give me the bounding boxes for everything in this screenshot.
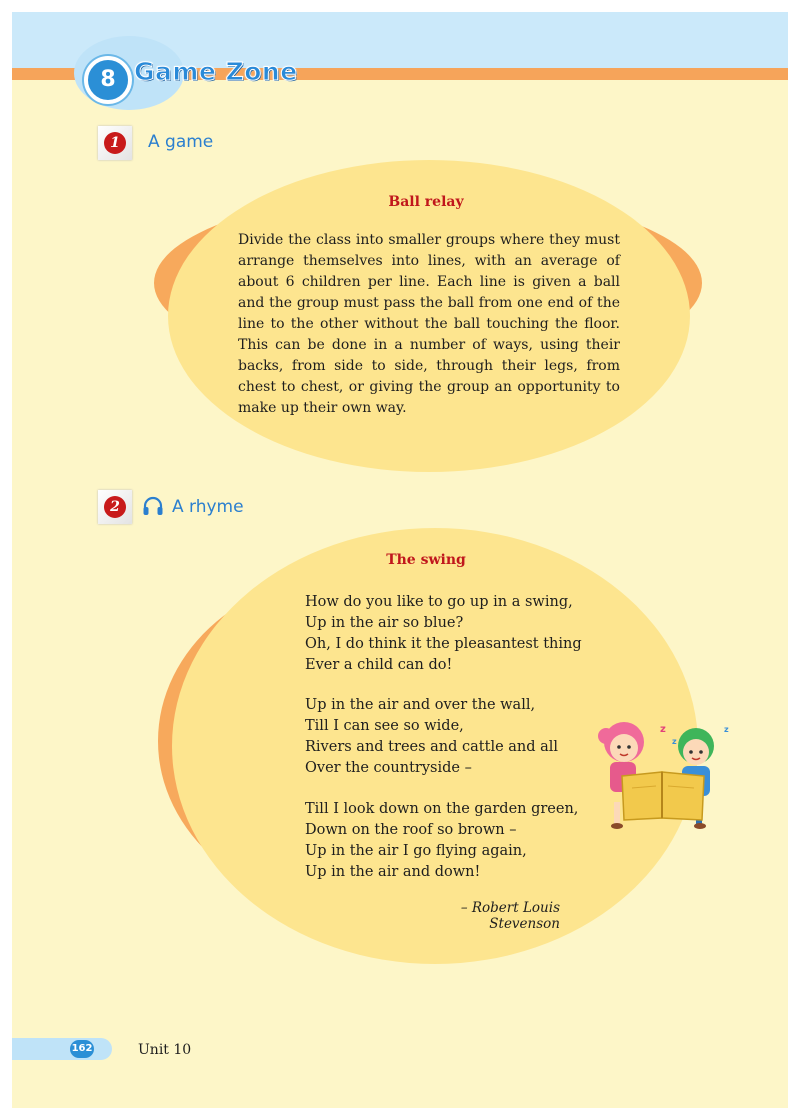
poem-line: Down on the roof so brown – xyxy=(305,822,517,838)
poem-line: Rivers and trees and cattle and all xyxy=(305,739,559,755)
unit-label: Unit 10 xyxy=(138,1042,192,1058)
poem-line: Till I can see so wide, xyxy=(305,718,464,734)
exercise-2-title: A rhyme xyxy=(172,497,244,517)
poem-line: Up in the air so blue? xyxy=(305,615,464,631)
footer-bar xyxy=(12,1038,112,1060)
poem-stanza-1 xyxy=(305,592,582,676)
poem-line: Oh, I do think it the pleasantest thing xyxy=(305,636,582,652)
exercise-2-number: 2 xyxy=(104,496,126,518)
exercise-1-number: 1 xyxy=(104,132,126,154)
poem-author: – Robert Louis Stevenson xyxy=(460,900,560,932)
poem-line: Ever a child can do! xyxy=(305,657,453,673)
poem-title: The swing xyxy=(386,552,466,568)
poem-line: Over the countryside – xyxy=(305,760,472,776)
poem-line: Up in the air and over the wall, xyxy=(305,697,536,713)
poem-stanza-3 xyxy=(305,799,578,883)
children-reading-illustration xyxy=(584,712,740,834)
section-number-badge: 8 xyxy=(84,56,132,104)
game-instructions: Divide the class into smaller groups where they must arrange themselves into lines, with an average of about 6 children per line. Each line is given a ball and the group must pass the ball from one end of the line to the other without the ball touching the floor. This can be done in a number of ways, using their backs, from side to side, through their legs, from chest to chest, or giving the group an opportunity to make up their own way. xyxy=(238,232,620,416)
exercise-2-badge xyxy=(98,490,132,524)
poem-line: Up in the air I go flying again, xyxy=(305,843,527,859)
page-number: 162 xyxy=(70,1040,94,1058)
svg-text:z: z xyxy=(724,725,729,734)
headphones-icon[interactable] xyxy=(142,496,164,516)
poem-stanza-2 xyxy=(305,695,558,779)
svg-text:z: z xyxy=(672,737,677,746)
section-title: Game Zone xyxy=(134,57,298,86)
poem-line: How do you like to go up in a swing, xyxy=(305,594,573,610)
svg-text:z: z xyxy=(660,724,666,735)
textbook-page xyxy=(12,12,788,1108)
exercise-1-title: A game xyxy=(148,132,214,152)
exercise-1-badge xyxy=(98,126,132,160)
game-box-title: Ball relay xyxy=(388,194,464,210)
poem-line: Up in the air and down! xyxy=(305,864,481,880)
poem-line: Till I look down on the garden green, xyxy=(305,801,579,817)
